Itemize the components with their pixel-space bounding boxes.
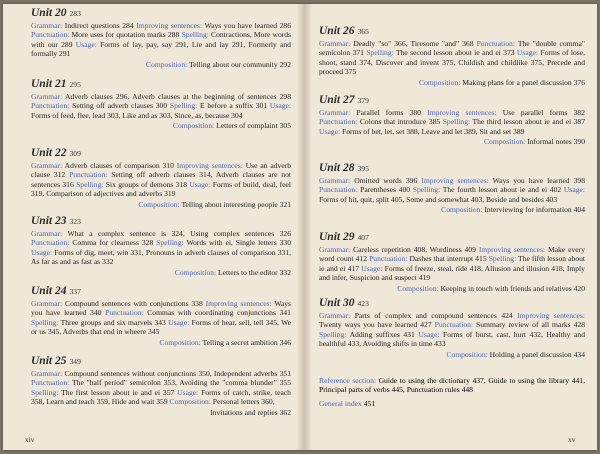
section-text: Forms of feed, flee, lead 303, Like and as 303, Since, as, because 304 [31, 110, 243, 120]
composition-label: Composition: [172, 121, 217, 131]
book-spread [3, 4, 597, 450]
composition-label: Composition: [483, 137, 528, 147]
unit-name: Unit 21 [31, 78, 67, 90]
unit-page: 395 [357, 164, 369, 173]
section-text: Make every word count 412 [319, 245, 585, 264]
composition-title: Holding a panel discussion 434 [489, 349, 585, 359]
unit-page: 365 [357, 27, 369, 36]
section-text: The second lesson about ie and ei 373 [395, 48, 517, 58]
composition-line [31, 200, 291, 209]
section-text: Adding suffixes 431 [349, 329, 419, 339]
composition-title: Informal notes 390 [527, 137, 585, 147]
section-label: Improving sentences: [427, 108, 503, 117]
right-folio: xv [568, 435, 576, 444]
section-text: Ways you have learned 286 [204, 21, 291, 30]
reference-label: Reference section: [319, 376, 379, 385]
section-label: Usage: [269, 101, 291, 111]
unit-entry [319, 162, 585, 215]
section-label: Grammar: [319, 39, 354, 48]
composition-line [319, 284, 585, 293]
unit-page: 295 [69, 80, 81, 89]
unit-name: Unit 29 [319, 231, 355, 243]
section-label: Improving sentences: [205, 299, 275, 308]
section-label: Usage: [361, 263, 385, 273]
unit-heading [319, 231, 585, 244]
section-label: Spelling: [156, 238, 187, 248]
composition-label: Composition: [446, 349, 490, 359]
section-text: Compound sentences with conjunctions 338 [65, 299, 206, 308]
unit-name: Unit 23 [31, 215, 67, 227]
section-text: Forms of dig, meet, win 331, Pronouns in adverb clauses of comparison 331, As far as and as fast as 332 [31, 247, 291, 267]
section-text: Indirect questions 284 [64, 21, 137, 30]
section-label: Usage: [516, 48, 541, 58]
unit-entry [31, 7, 291, 69]
section-label: Grammar: [319, 311, 355, 320]
unit-contents [31, 369, 291, 407]
section-text: Twenty ways you have learned 427 [319, 320, 435, 330]
unit-heading [319, 162, 585, 175]
section-label: Improving sentences: [136, 21, 205, 30]
section-label: Spelling: [31, 387, 62, 397]
unit-heading [31, 355, 291, 368]
section-text: Six groups of demons 318 [105, 179, 190, 189]
section-label: Spelling: [181, 30, 212, 40]
section-label: Punctuation: [319, 185, 361, 195]
composition-line [319, 205, 585, 214]
section-label: Grammar: [31, 92, 65, 101]
unit-contents [31, 21, 291, 59]
section-label: Grammar: [31, 369, 65, 378]
composition-label: Composition: [138, 199, 182, 209]
section-text: Colons that introduce 385 [359, 117, 443, 127]
unit-contents [31, 161, 291, 199]
section-label: Punctuation: [369, 254, 410, 264]
unit-contents [319, 108, 585, 136]
section-label: Spelling: [412, 185, 443, 195]
unit-page: 323 [69, 217, 81, 226]
general-index-label: General index [319, 399, 364, 408]
composition-line [31, 408, 291, 417]
unit-heading [31, 78, 291, 91]
section-label: Punctuation: [476, 39, 518, 48]
unit-heading [319, 94, 585, 107]
composition-label: Composition: [174, 267, 219, 277]
composition-line [319, 137, 585, 146]
unit-page: 423 [357, 299, 369, 308]
section-label: Punctuation: [105, 308, 148, 318]
unit-entry [319, 25, 585, 87]
unit-heading [31, 285, 291, 298]
composition-title: Telling about our community 292 [189, 59, 291, 69]
section-label: Punctuation: [434, 320, 477, 330]
unit-heading [319, 297, 585, 310]
section-label: Grammar: [319, 245, 354, 254]
unit-entry [31, 147, 291, 209]
unit-heading [31, 215, 291, 228]
section-label: Punctuation: [31, 378, 73, 388]
section-label: Spelling: [366, 48, 396, 58]
unit-contents [319, 39, 585, 77]
composition-title: Telling a secret ambition 346 [202, 337, 291, 347]
general-index-page: 451 [363, 399, 376, 408]
reference-text: Guide to using the dictionary 437, Guide to using the library 441, Principal parts of verbs 445, Punctuation rules 448 [319, 376, 585, 395]
section-label: Improving sentences: [421, 176, 493, 185]
composition-title: Invitations and replies 362 [210, 407, 291, 417]
composition-label: Composition: [419, 77, 463, 87]
unit-name: Unit 25 [31, 355, 67, 367]
section-text: Adverb clauses 296, Adverb clauses at the beginning of sentences 298 [64, 92, 291, 101]
section-label: Punctuation: [31, 238, 73, 248]
section-label: Spelling: [488, 254, 519, 264]
section-label: Spelling: [76, 179, 106, 189]
section-label: Punctuation: [319, 117, 360, 127]
section-label: Punctuation: [68, 170, 112, 180]
section-label: Usage: [319, 126, 342, 136]
section-text: Setting off adverb clauses 300 [72, 101, 170, 111]
section-label: Improving sentences: [478, 245, 548, 254]
unit-contents [31, 229, 291, 267]
section-label: Spelling: [31, 317, 61, 327]
composition-title: Letters of complaint 305 [216, 121, 291, 131]
left-folio: xiv [25, 435, 35, 444]
section-text: Words with ei, Single letters 330 [186, 238, 291, 248]
section-text: Forms of catch, strike, teach 358, Learn and teach 359, Hide and wait 359 [31, 387, 291, 407]
section-text: Forms of lose, shoot, stand 374, Discover and invent 375, Childish and childlike 375, Precede and proceed 375 [319, 48, 585, 77]
section-text: Careless repetition 408, Wordiness 409 [353, 245, 479, 254]
section-label: Grammar: [319, 108, 357, 117]
composition-line [319, 350, 585, 359]
section-label: Spelling: [442, 117, 473, 127]
section-text: Contractions, More words with our 289 [31, 30, 292, 49]
section-label: Grammar: [31, 21, 65, 30]
unit-entry [31, 78, 291, 131]
section-text: Compound sentences without conjunctions 350, Independent adverbs 351 [64, 369, 291, 378]
reference-section [319, 376, 585, 395]
unit-heading [31, 147, 291, 160]
unit-entry [319, 94, 585, 147]
unit-name: Unit 24 [31, 285, 67, 297]
composition-line [31, 60, 291, 69]
composition-label: Composition: [159, 337, 203, 347]
composition-line [31, 121, 291, 130]
unit-page: 379 [357, 96, 369, 105]
composition-title: Letters to the editor 332 [218, 267, 291, 277]
section-label: Usage: [563, 185, 585, 195]
section-text: Forms of burst, cast, hurt 432, Healthy and healthful 433, Avoiding shifts in time 433 [319, 329, 585, 349]
composition-line [31, 268, 291, 277]
unit-name: Unit 22 [31, 147, 67, 159]
unit-contents [31, 299, 291, 337]
section-text: Ways you have learned 398 [492, 176, 585, 185]
section-text: Forms of freeze, steal, ride 418, Allusion and illusion 418, Imply and infer, Suspicion and suspect 419 [319, 263, 585, 283]
section-text: Forms of bet, let, set 388, Leave and let 389, Sit and set 389 [342, 126, 525, 136]
section-text: Use an adverb clause 312 [31, 161, 292, 180]
section-label: Spelling: [319, 329, 350, 339]
section-text: E before a suffix 301 [199, 101, 270, 111]
composition-title: Interviewing for information 404 [484, 205, 585, 215]
general-index [319, 399, 585, 408]
section-text: Summary review of all marks 428 [476, 320, 585, 330]
unit-contents [319, 176, 585, 204]
section-text: The first lesson about ie and ei 357 [61, 387, 178, 397]
section-text: Dashes that interrupt 415 [409, 254, 489, 264]
section-text: Parts of complex and compound sentences 424 [354, 311, 518, 320]
composition-label: Composition: [145, 59, 190, 69]
section-text: Forms of hit, quit, split 405, Some and somewhat 403, Beside and besides 403 [319, 194, 558, 204]
unit-page: 349 [69, 357, 81, 366]
section-text: More uses for quotation marks 288 [71, 30, 182, 40]
section-text: Use parallel forms 382 [502, 108, 585, 117]
section-label: Usage: [31, 247, 55, 257]
unit-entry [319, 297, 585, 359]
unit-page: 309 [69, 149, 81, 158]
section-label: Composition: [169, 397, 213, 407]
section-label: Grammar: [31, 229, 68, 238]
unit-entry [319, 231, 585, 293]
composition-title: Keeping in touch with friends and relatives 420 [440, 283, 585, 293]
unit-contents [319, 245, 585, 283]
section-text: Omitted words 396 [354, 176, 422, 185]
unit-heading [319, 25, 585, 38]
unit-name: Unit 27 [319, 94, 355, 106]
section-text: Personal letters 360, [212, 397, 275, 407]
unit-entry [31, 215, 291, 277]
unit-page: 283 [69, 9, 81, 18]
unit-heading [31, 7, 291, 20]
unit-page: 407 [357, 233, 369, 242]
unit-contents [31, 92, 291, 120]
section-label: Grammar: [319, 176, 355, 185]
section-text: Ways you have learned 340 [31, 299, 291, 318]
unit-name: Unit 26 [319, 25, 355, 37]
section-label: Improving sentences: [176, 161, 246, 170]
composition-title: Telling about interesting people 321 [181, 199, 291, 209]
section-text: The "double comma" semicolon 371 [319, 39, 585, 58]
section-text: Three groups and six marvels 343 [60, 317, 169, 327]
section-label: Punctuation: [31, 30, 72, 40]
unit-name: Unit 28 [319, 162, 355, 174]
section-label: Usage: [177, 387, 202, 397]
section-text: Forms of build, deal, feel 319, Comparison of adjectives and adverbs 319 [31, 179, 291, 199]
unit-name: Unit 30 [319, 297, 355, 309]
section-text: Forms of hear, sell, tell 345, We or us 345, Adverbs that end in wheere 345 [31, 317, 291, 337]
section-label: Improving sentences: [517, 311, 585, 320]
left-page [3, 4, 300, 450]
section-label: Punctuation: [31, 101, 73, 111]
unit-contents [319, 311, 585, 349]
section-text: The third lesson about ie and ei 387 [472, 117, 585, 127]
section-text: The fourth lesson about ie and ei 402 [442, 185, 564, 195]
section-text: The fifth lesson about ie and ei 417 [319, 254, 585, 273]
section-label: Usage: [168, 317, 192, 327]
section-label: Usage: [189, 179, 213, 189]
composition-title: Making plans for a panel discussion 376 [462, 77, 585, 87]
section-text: Forms of lay, pay, say 291, Lie and lay 291, Formerly and formally 291 [31, 39, 291, 59]
section-text: The "half period" semicolon 353, Avoiding the "comma blunder" 355 [72, 378, 291, 388]
unit-entry [31, 285, 291, 347]
composition-line [319, 78, 585, 87]
section-text: What a complex sentence is 324, Using complex sentences 326 [67, 229, 291, 238]
section-label: Grammar: [31, 161, 65, 170]
section-label: Usage: [75, 39, 101, 49]
section-text: Parentheses 400 [360, 185, 413, 195]
composition-line [31, 338, 291, 347]
section-label: Spelling: [169, 101, 200, 111]
unit-entry [31, 355, 291, 417]
section-text: Deadly "so" 366, Tiresome "and" 368 [353, 39, 477, 48]
section-label: Grammar: [31, 299, 66, 308]
unit-page: 337 [69, 287, 81, 296]
unit-name: Unit 20 [31, 7, 67, 19]
composition-label: Composition: [441, 205, 485, 215]
composition-label: Composition: [397, 283, 441, 293]
section-text: Setting off adverb clauses 314, Adverb clauses are not sentences 316 [31, 170, 291, 189]
section-text: Adverb clauses of comparison 310 [64, 161, 177, 170]
section-label: Usage: [418, 329, 443, 339]
section-text: Comma for clearness 328 [72, 238, 157, 248]
section-text: Parallel forms 380 [356, 108, 428, 117]
section-text: Commas with coordinating conjunctions 341 [147, 308, 291, 318]
